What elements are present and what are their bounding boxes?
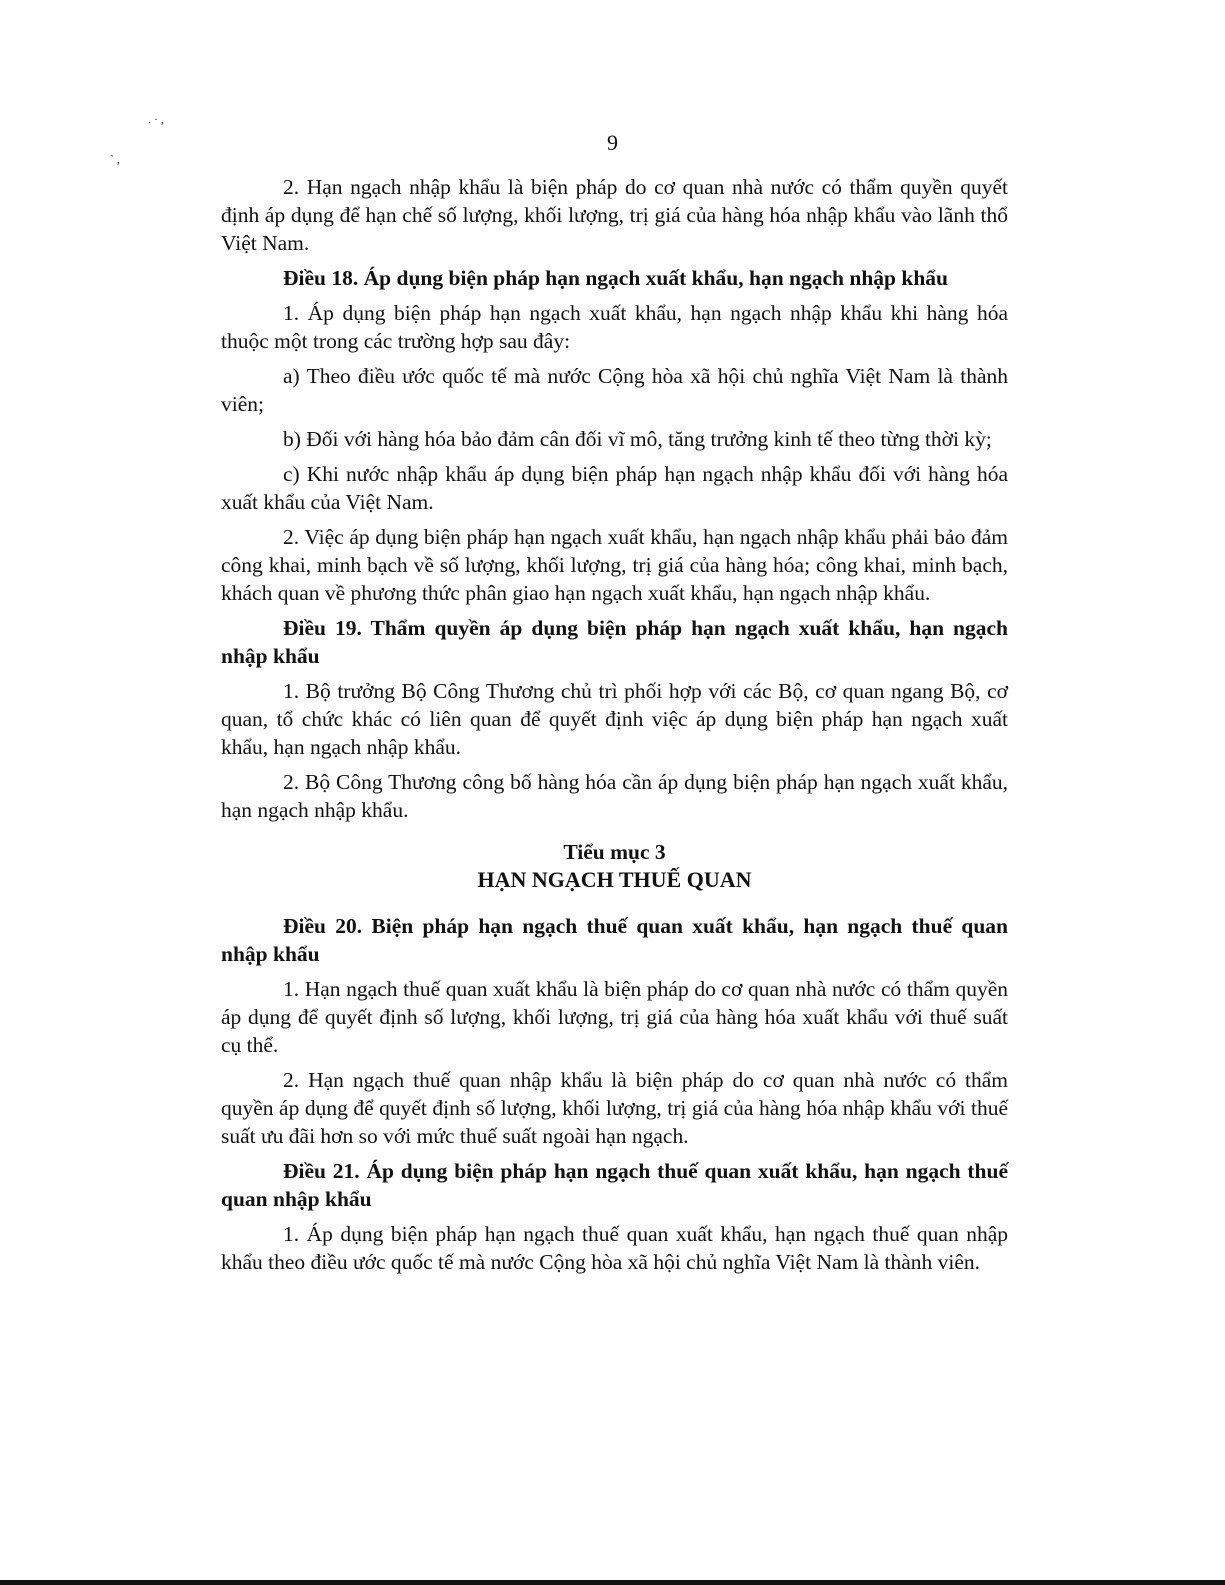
page-bottom-edge [0,1580,1225,1585]
paragraph: 2. Hạn ngạch nhập khẩu là biện pháp do cơ quan nhà nước có thẩm quyền quyết định áp dụng để hạn chế số lượng, khối lượng, trị giá của hàng hóa nhập khẩu vào lãnh thổ Việt Nam. [221,175,1008,255]
article-heading: Điều 19. Thẩm quyền áp dụng biện pháp hạn ngạch xuất khẩu, hạn ngạch nhập khẩu [221,616,1008,668]
page-number: 9 [607,130,618,155]
paragraph: 2. Hạn ngạch thuế quan nhập khẩu là biện pháp do cơ quan nhà nước có thẩm quyền áp dụng để quyết định số lượng, khối lượng, trị giá của hàng hóa nhập khẩu với thuế suất ưu đãi hơn so với mức thuế suất ngoài hạn ngạch. [221,1068,1008,1148]
paragraph: 1. Hạn ngạch thuế quan xuất khẩu là biện pháp do cơ quan nhà nước có thẩm quyền áp dụng để quyết định số lượng, khối lượng, trị giá của hàng hóa xuất khẩu với thuế suất cụ thể. [221,977,1008,1057]
scan-speck: . · , [148,112,164,126]
paragraph: a) Theo điều ước quốc tế mà nước Cộng hòa xã hội chủ nghĩa Việt Nam là thành viên; [221,364,1008,416]
paragraph: 2. Bộ Công Thương công bố hàng hóa cần áp dụng biện pháp hạn ngạch xuất khẩu, hạn ngạch nhập khẩu. [221,770,1008,822]
section-subtitle: Tiểu mục 3 [563,840,666,864]
paragraph: 1. Áp dụng biện pháp hạn ngạch xuất khẩu, hạn ngạch nhập khẩu khi hàng hóa thuộc một trong các trường hợp sau đây: [221,301,1008,353]
article-heading: Điều 21. Áp dụng biện pháp hạn ngạch thuế quan xuất khẩu, hạn ngạch thuế quan nhập khẩu [221,1159,1008,1211]
article-heading: Điều 20. Biện pháp hạn ngạch thuế quan xuất khẩu, hạn ngạch thuế quan nhập khẩu [221,914,1008,966]
paragraph: c) Khi nước nhập khẩu áp dụng biện pháp hạn ngạch nhập khẩu đối với hàng hóa xuất khẩu của Việt Nam. [221,462,1008,514]
paragraph: 1. Áp dụng biện pháp hạn ngạch thuế quan xuất khẩu, hạn ngạch thuế quan nhập khẩu theo điều ước quốc tế mà nước Cộng hòa xã hội chủ nghĩa Việt Nam là thành viên. [221,1222,1008,1274]
scan-speck: ` , [110,152,120,166]
paragraph: b) Đối với hàng hóa bảo đảm cân đối vĩ mô, tăng trưởng kinh tế theo từng thời kỳ; [283,427,992,451]
article-heading: Điều 18. Áp dụng biện pháp hạn ngạch xuất khẩu, hạn ngạch nhập khẩu [283,266,949,290]
section-header [221,838,1008,894]
paragraph: 1. Bộ trưởng Bộ Công Thương chủ trì phối hợp với các Bộ, cơ quan ngang Bộ, cơ quan, tổ chức khác có liên quan để quyết định việc áp dụng biện pháp hạn ngạch xuất khẩu, hạn ngạch nhập khẩu. [221,679,1008,759]
section-title: HẠN NGẠCH THUẾ QUAN [477,867,752,892]
paragraph: 2. Việc áp dụng biện pháp hạn ngạch xuất khẩu, hạn ngạch nhập khẩu phải bảo đảm công khai, minh bạch về số lượng, khối lượng, trị giá của hàng hóa; công khai, minh bạch, khách quan về phương thức phân giao hạn ngạch xuất khẩu, hạn ngạch nhập khẩu. [221,525,1008,605]
document-body [221,173,1008,1283]
